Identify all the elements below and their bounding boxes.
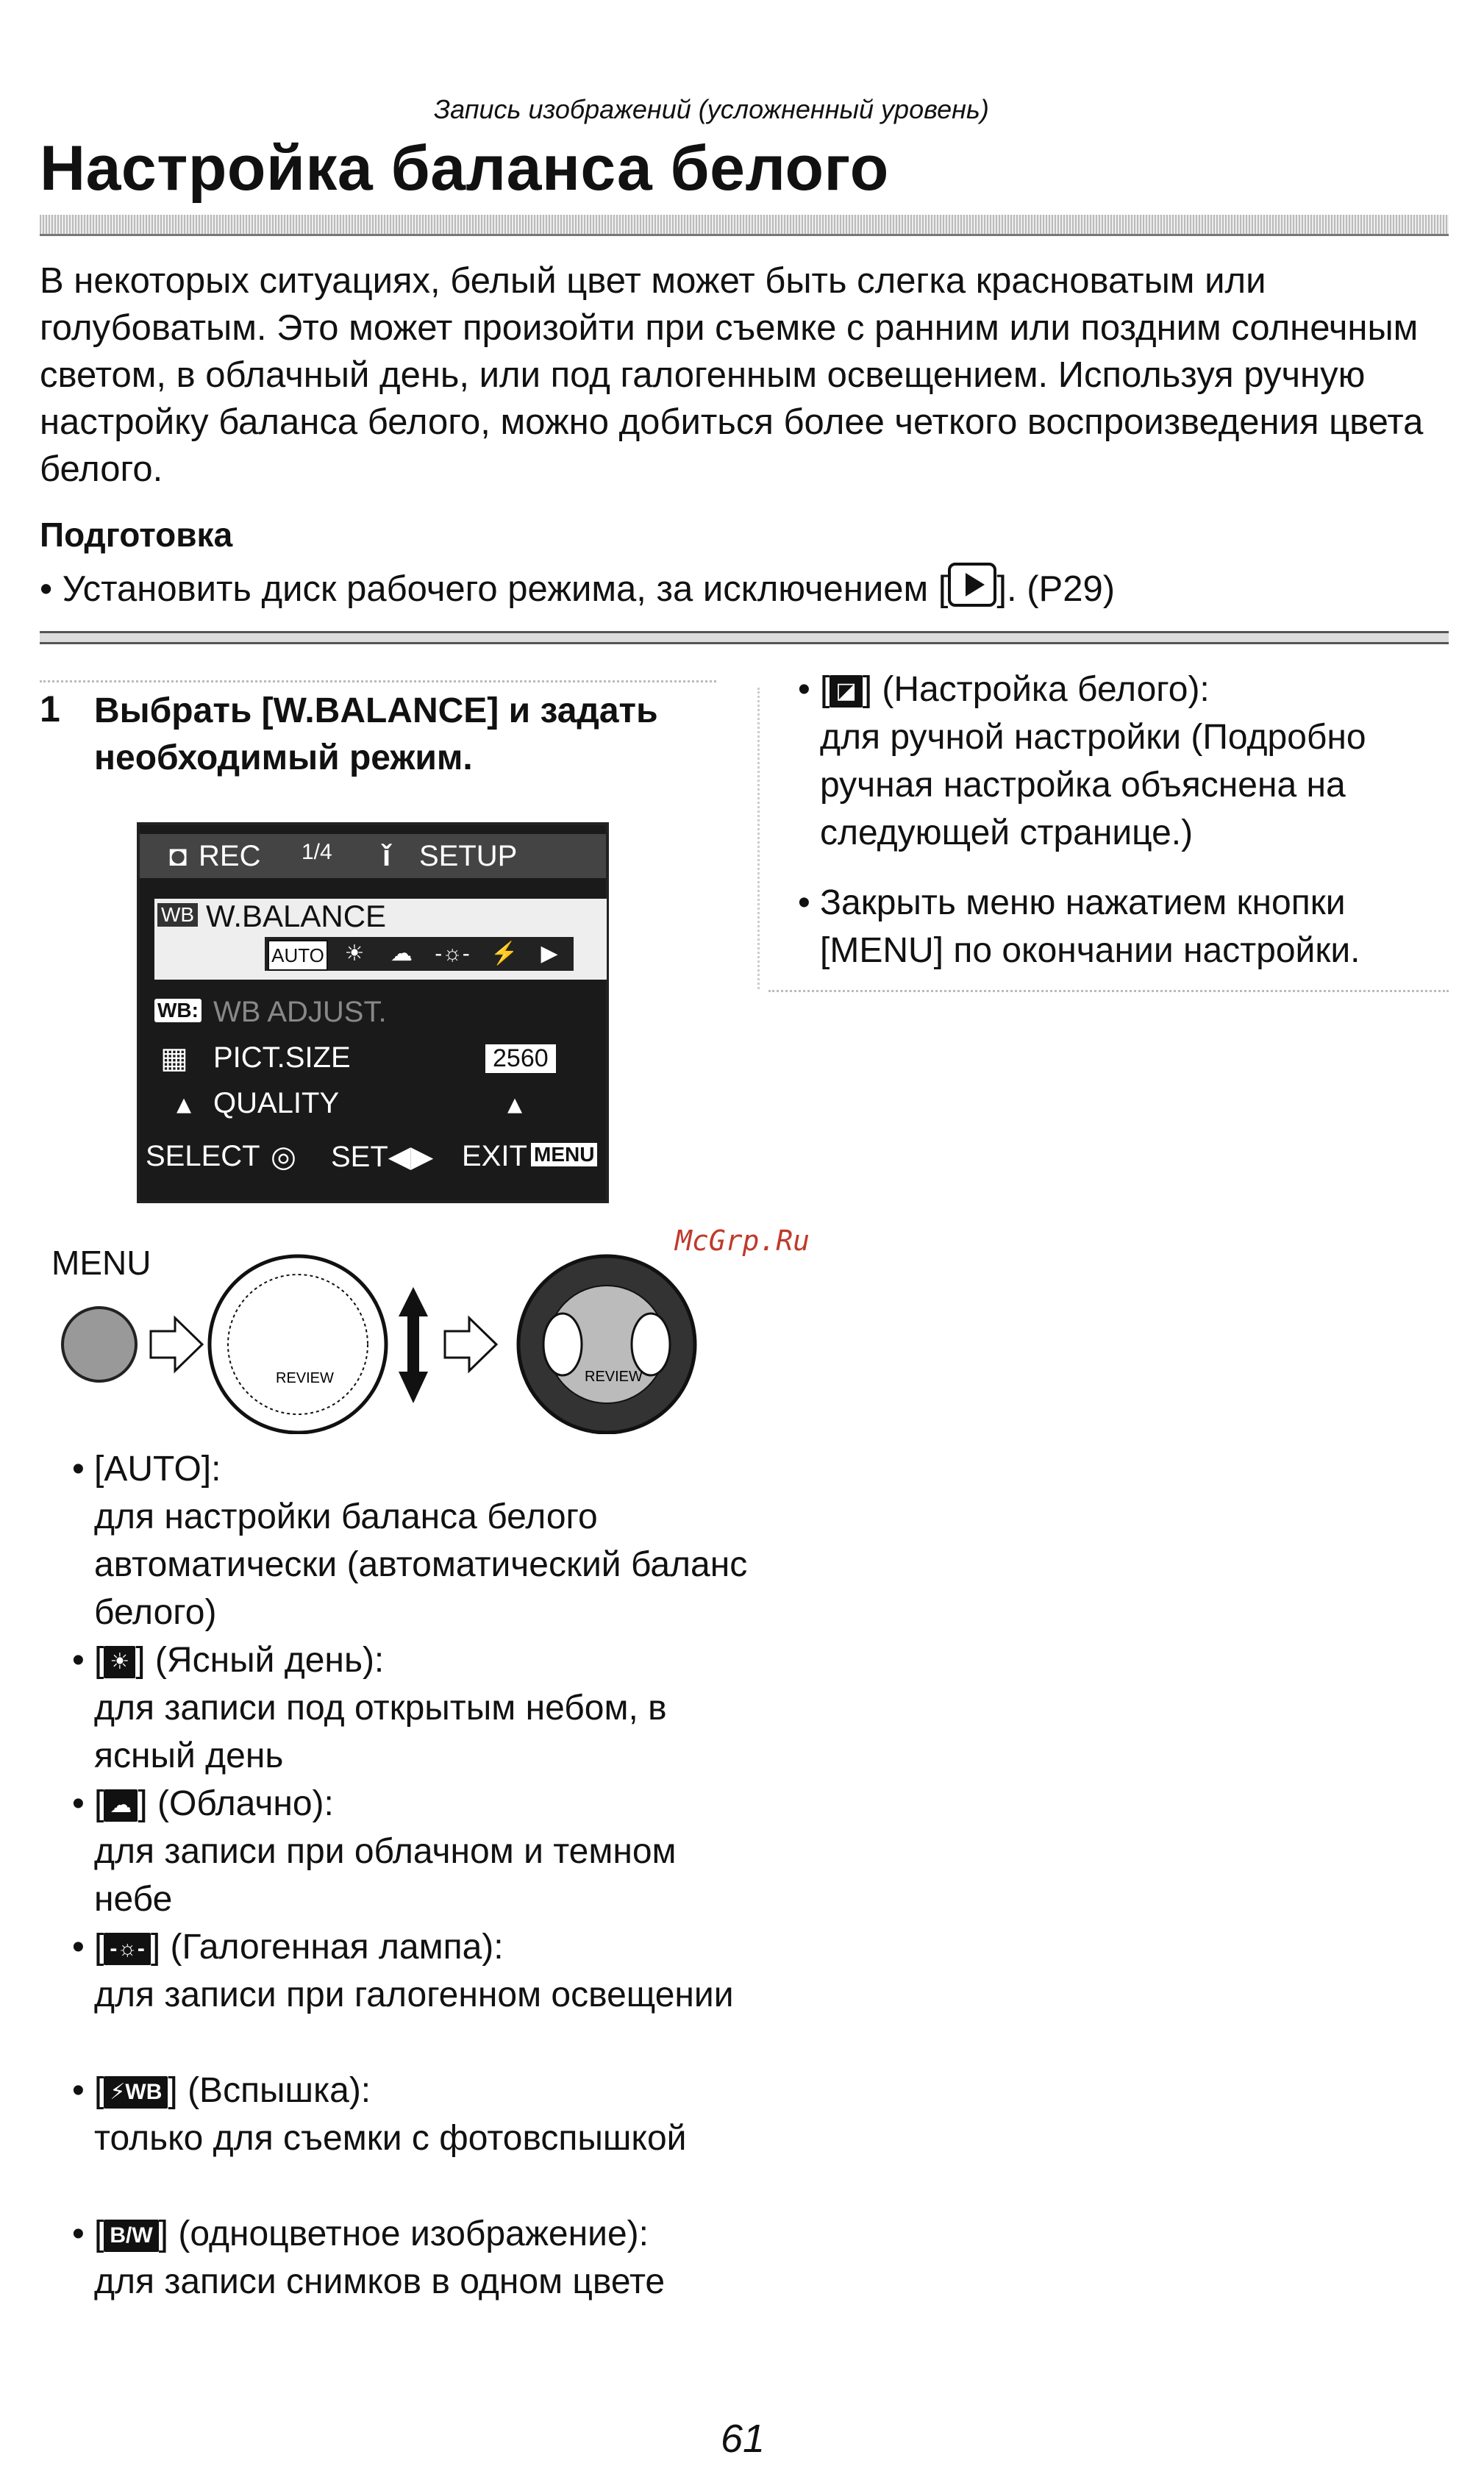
pict-size-label: PICT.SIZE xyxy=(213,1041,351,1074)
arrow-right-icon-2 xyxy=(445,1318,496,1371)
tab-rec: REC xyxy=(199,840,261,872)
wrench-icon: ǐ xyxy=(382,840,391,872)
bullet-sunny-desc: для записи под открытым небом, в ясный день xyxy=(94,1689,667,1775)
watermark: McGrp.Ru xyxy=(675,1225,810,1257)
bullet-flash: • [ ⚡WB ] (Вспышка): только для съемки с фотовспышкой xyxy=(94,2067,756,2162)
controls-diagram xyxy=(44,1221,721,1434)
page-number: 61 xyxy=(721,2417,766,2461)
wb-adjust-label: WB ADJUST. xyxy=(213,996,387,1028)
intro-paragraph: В некоторых ситуациях, белый цвет может быть слегка красноватым или голубоватым. Это может произойти при съемке с ранним или поздним солнечным светом, в облачный день, или под галогенным освещением. Используя ручную настройку баланса белого, можно добиться более четкого воспроизведения цвета белого. xyxy=(40,261,1424,489)
bullet-bw: • [ B/W ] (одноцветное изображение): для записи снимков в одном цвете xyxy=(94,2210,756,2306)
bullet-white-set-label: ] (Настройка белого): xyxy=(862,670,1210,709)
preparation-text xyxy=(40,563,1115,610)
tab-page: 1/4 xyxy=(302,840,332,864)
flash-wb-icon: ⚡WB xyxy=(104,2076,168,2109)
sunny-icon: ☀ xyxy=(104,1646,135,1678)
bullet-halogen: • [ -☼- ] (Галогенная лампа): для записи при галогенном освещении xyxy=(94,1923,756,2019)
cursor-dial-1-inner xyxy=(228,1275,368,1414)
tab-setup: SETUP xyxy=(419,840,518,872)
bullet-sunny-label: ] (Ясный день): xyxy=(135,1641,385,1680)
title-underline xyxy=(40,215,1449,236)
bullet-dot: • xyxy=(72,1450,85,1489)
mode-halogen-icon[interactable]: -☼- xyxy=(435,941,470,966)
menu-button[interactable] xyxy=(63,1308,136,1381)
arrow-right-icon xyxy=(151,1318,202,1371)
bullet-white-set-desc: для ручной настройки (Подробно ручная настройка объяснена на следующей странице.) xyxy=(820,718,1366,852)
bullet-flash-desc: только для съемки с фотовспышкой xyxy=(94,2119,687,2158)
playback-icon xyxy=(948,563,996,607)
quality-label: QUALITY xyxy=(213,1087,340,1119)
camera-menu-screen xyxy=(137,822,609,1203)
bullet-dot: • xyxy=(72,1641,85,1680)
bullet-dot: • xyxy=(72,2214,85,2253)
dial-right-key[interactable] xyxy=(632,1314,670,1375)
bullet-dot: • xyxy=(72,1928,85,1967)
bw-icon: B/W xyxy=(104,2220,158,2252)
bullet-cloudy-desc: для записи при облачном и темном небе xyxy=(94,1832,677,1919)
section-title: Запись изображений (усложненный уровень) xyxy=(434,94,989,124)
quality-value-icon: ▴ xyxy=(507,1088,523,1120)
preparation-heading: Подготовка xyxy=(40,516,233,554)
wb-label: W.BALANCE xyxy=(206,899,387,933)
bullet-halogen-desc: для записи при галогенном освещении xyxy=(94,1975,734,2014)
bullet-halogen-label: ] (Галогенная лампа): xyxy=(150,1928,504,1967)
wb-adjust-badge: WB: xyxy=(154,999,201,1022)
camera-tab-bar xyxy=(140,834,606,878)
footer-menu-badge: MENU xyxy=(531,1143,597,1166)
bullet-cloudy-label: ] (Облачно): xyxy=(138,1784,334,1823)
mode-flash-icon[interactable]: ⚡ xyxy=(490,941,518,966)
pict-size-icon: ▦ xyxy=(160,1042,188,1074)
section-separator xyxy=(40,631,1449,644)
up-down-arrow-icon xyxy=(399,1287,428,1403)
camera-icon: ◘ xyxy=(169,840,188,872)
pict-size-value: 2560 xyxy=(485,1044,556,1073)
bullet-white-set: • [ ◪ ] (Настройка белого): для ручной настройки (Подробно ручная настройка объяснена на следующей странице.) xyxy=(820,666,1467,857)
bullet-flash-label: ] (Вспышка): xyxy=(168,2071,371,2110)
column-divider xyxy=(757,688,762,989)
bullet-auto-desc: для настройки баланса белого автоматически (автоматический баланс белого) xyxy=(94,1497,748,1632)
mode-more-icon[interactable]: ▶ xyxy=(541,941,558,966)
bullet-dot: • xyxy=(72,1784,85,1823)
dial-2-review: REVIEW xyxy=(585,1369,643,1385)
dotted-rule-left xyxy=(40,680,716,682)
mode-auto[interactable]: AUTO xyxy=(268,940,328,971)
page-title: Настройка баланса белого xyxy=(40,133,889,204)
footer-exit: EXIT xyxy=(462,1140,527,1172)
bullet-dot: • xyxy=(798,670,810,709)
bullet-bw-desc: для записи снимков в одном цвете xyxy=(94,2262,666,2301)
dotted-rule-right xyxy=(768,990,1449,992)
bullet-close-menu xyxy=(798,879,1467,974)
quality-icon: ▴ xyxy=(176,1088,192,1120)
step-text: Выбрать [W.BALANCE] и задать необходимый режим. xyxy=(94,691,658,777)
select-dial-icon: ◎ xyxy=(271,1141,296,1173)
bullet-dot: • xyxy=(798,883,810,922)
white-set-icon: ◪ xyxy=(830,675,862,708)
bullet-bw-label: ] (одноцветное изображение): xyxy=(158,2214,649,2253)
bullet-auto-label: [AUTO]: xyxy=(94,1450,221,1489)
dial-left-key[interactable] xyxy=(543,1314,582,1375)
preparation-text-before: • Установить диск рабочего режима, за исключением [ xyxy=(40,569,949,609)
wb-mode-strip xyxy=(265,937,574,971)
menu-button-label: MENU xyxy=(51,1244,151,1282)
footer-select: SELECT xyxy=(146,1140,260,1172)
step-number: 1 xyxy=(40,688,60,730)
dial-1-review: REVIEW xyxy=(276,1370,334,1386)
bullet-auto xyxy=(72,1445,756,1636)
bullet-sunny: • [ ☀ ] (Ясный день): для записи под открытым небом, в ясный день xyxy=(94,1636,756,1780)
preparation-text-after: ]. (P29) xyxy=(996,569,1116,609)
cloudy-icon: ☁ xyxy=(104,1789,138,1822)
footer-set: SET◀▶ xyxy=(331,1141,434,1173)
mode-sunny-icon[interactable]: ☀ xyxy=(344,941,365,966)
halogen-icon: -☼- xyxy=(104,1933,150,1965)
bullet-dot: • xyxy=(72,2071,85,2110)
mode-cloudy-icon[interactable]: ☁ xyxy=(390,941,413,966)
wb-badge: WB xyxy=(157,903,198,927)
bullet-close-menu-text: Закрыть меню нажатием кнопки [MENU] по окончании настройки. xyxy=(820,883,1360,970)
bullet-cloudy: • [ ☁ ] (Облачно): для записи при облачном и темном небе xyxy=(94,1780,756,1923)
